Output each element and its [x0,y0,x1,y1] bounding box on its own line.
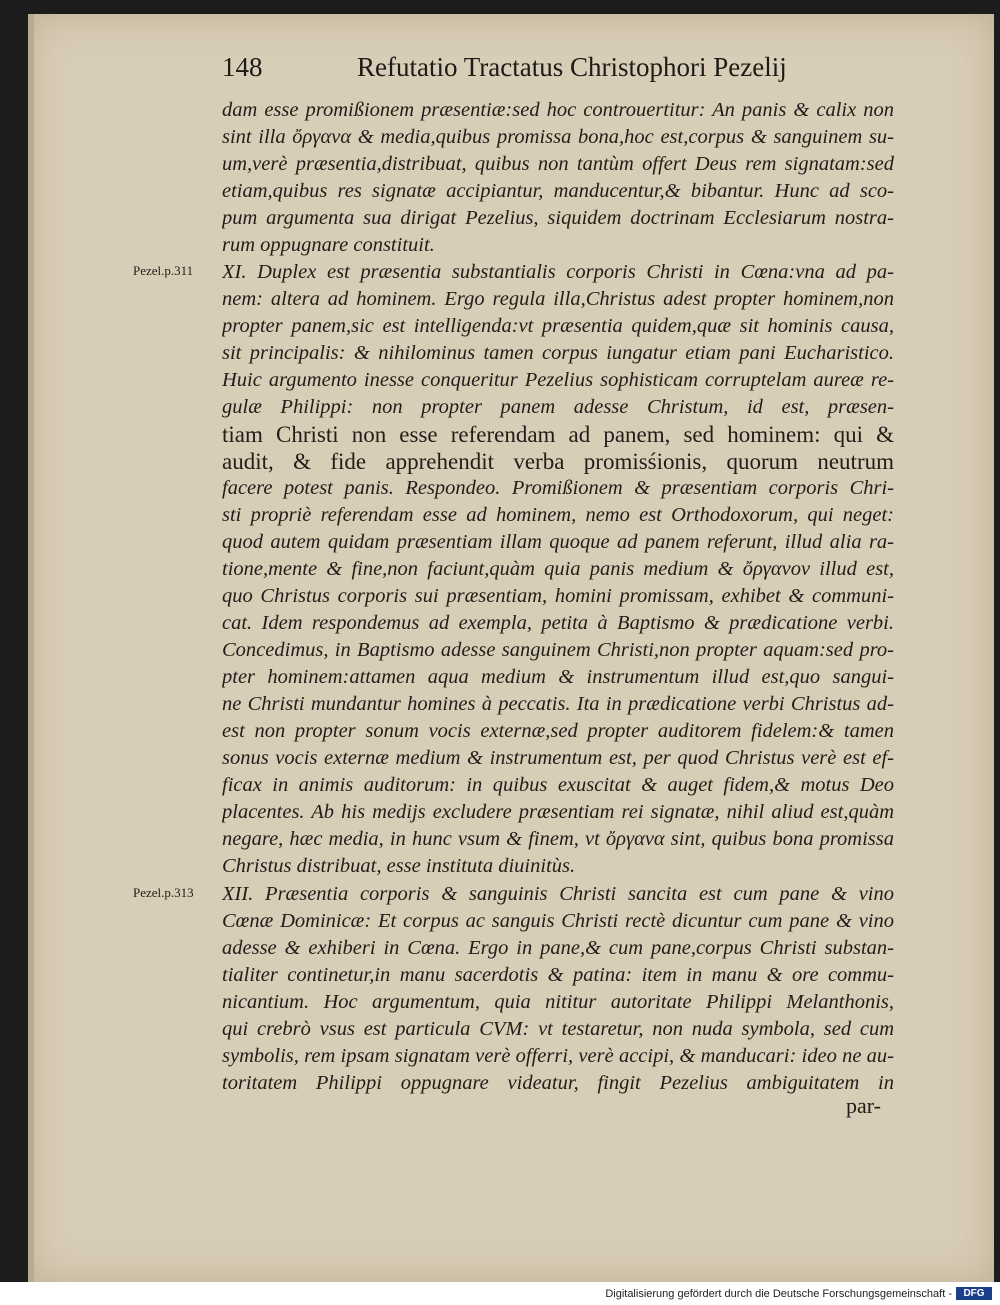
page-number: 148 [222,52,263,82]
text-line: placentes. Ab his medijs excludere præsentiam rei signatæ, nihil aliud est,quàm [222,801,894,823]
text-line: adesse & exhiberi in Cœna. Ergo in pane,& cum pane,corpus Christi substan- [222,937,894,959]
margin-note-1: Pezel.p.311 [133,263,194,278]
text-line: sint illa ὄργανα & media,quibus promissa bona,hoc est,corpus & sanguinem su- [222,126,894,148]
text-line: etiam,quibus res signatæ accipiantur, manducentur,& bibantur. Hunc ad sco- [222,180,894,202]
text-line: tiam Christi non esse referendam ad panem, sed hominem: qui & [222,422,894,447]
page-edge [28,14,34,1282]
text-line: sit principalis: & nihilominus tamen corpus iungatur etiam pani Eucharistico. [222,342,894,364]
catchword: par- [846,1093,881,1118]
text-line: XII. Præsentia corporis & sanguinis Christi sancita est cum pane & vino [222,883,894,905]
text-line: ficax in animis auditorum: in quibus exuscitat & auget fidem,& motus Deo [222,774,894,796]
text-line: Christus distribuat, esse instituta diuinitùs. [222,855,576,877]
text-line: cat. Idem respondemus ad exempla, petita à Baptismo & prædicatione verbi. [222,612,894,634]
text-line: qui crebrò vsus est particula CVM: vt testaretur, non nuda symbola, sed cum [222,1018,894,1040]
text-line: nicantium. Hoc argumentum, quia nititur autoritate Philippi Melanthonis, [222,991,894,1013]
text-line: quo Christus corporis sui præsentiam, homini promissam, exhibet & communi- [222,585,894,607]
text-line: tialiter continetur,in manu sacerdotis & patina: item in manu & ore commu- [222,964,894,986]
dfg-logo[interactable]: DFG [956,1287,992,1300]
text-line: tione,mente & fine,non faciunt,quàm quia panis medium & ὄργανον illud est, [222,558,894,580]
margin-note-2: Pezel.p.313 [133,885,194,900]
text-line: XI. Duplex est præsentia substantialis corporis Christi in Cœna:vna ad pa- [222,261,894,283]
text-line: toritatem Philippi oppugnare videatur, fingit Pezelius ambiguitatem in [222,1072,894,1094]
text-line: um,verè præsentia,distribuat, quibus non tantùm offert Deus rem signatam:sed [222,153,894,175]
text-line: propter panem,sic est intelligenda:vt præsentia quidem,quæ sit hominis causa, [222,315,894,337]
text-line: Cœnæ Dominicæ: Et corpus ac sanguis Christi rectè dicuntur cum pane & vino [222,910,894,932]
text-line: sonus vocis externæ medium & instrumentum est, per quod Christus verè est ef- [222,747,894,769]
text-line: est non propter sonum vocis externæ,sed propter auditorem fidelem:& tamen [222,720,894,742]
text-line: facere potest panis. Respondeo. Promißionem & præsentiam corporis Chri- [222,477,894,499]
text-line: symbolis, rem ipsam signatam verè offerri, verè accipi, & manducari: ideo ne au- [222,1045,894,1067]
text-line: quod autem quidam præsentiam illam quoque ad panem referunt, illud alia ra- [222,531,894,553]
text-line: Concedimus, in Baptismo adesse sanguinem Christi,non propter aquam:sed pro- [222,639,894,661]
text-line: rum oppugnare constituit. [222,234,435,256]
text-line: audit, & fide apprehendit verba promisśionis, quorum neutrum [222,449,894,474]
text-line: dam esse promißionem præsentiæ:sed hoc controuertitur: An panis & calix non [222,99,894,121]
text-line: negare, hæc media, in hunc vsum & finem, vt ὄργανα sint, quibus bona promissa [222,828,894,850]
text-line: pter hominem:attamen aqua medium & instrumentum illud est,quo sangui- [222,666,894,688]
footer-credit: Digitalisierung gefördert durch die Deutsche Forschungsgemeinschaft - [605,1288,952,1300]
text-line: Huic argumento inesse conqueritur Pezelius sophisticam corruptelam aureæ re- [222,369,894,391]
text-line: gulæ Philippi: non propter panem adesse Christum, id est, præsen- [222,396,894,418]
text-line: sti propriè referendam esse ad hominem, nemo est Orthodoxorum, qui neget: [222,504,894,526]
running-title: Refutatio Tractatus Christophori Pezelij [357,52,787,82]
text-line: nem: altera ad hominem. Ergo regula illa,Christus adest propter hominem,non [222,288,894,310]
text-line: ne Christi mundantur homines à peccatis. Ita in prædicatione verbi Christus ad- [222,693,894,715]
text-line: pum argumenta sua dirigat Pezelius, siquidem doctrinam Ecclesiarum nostra- [222,207,894,229]
